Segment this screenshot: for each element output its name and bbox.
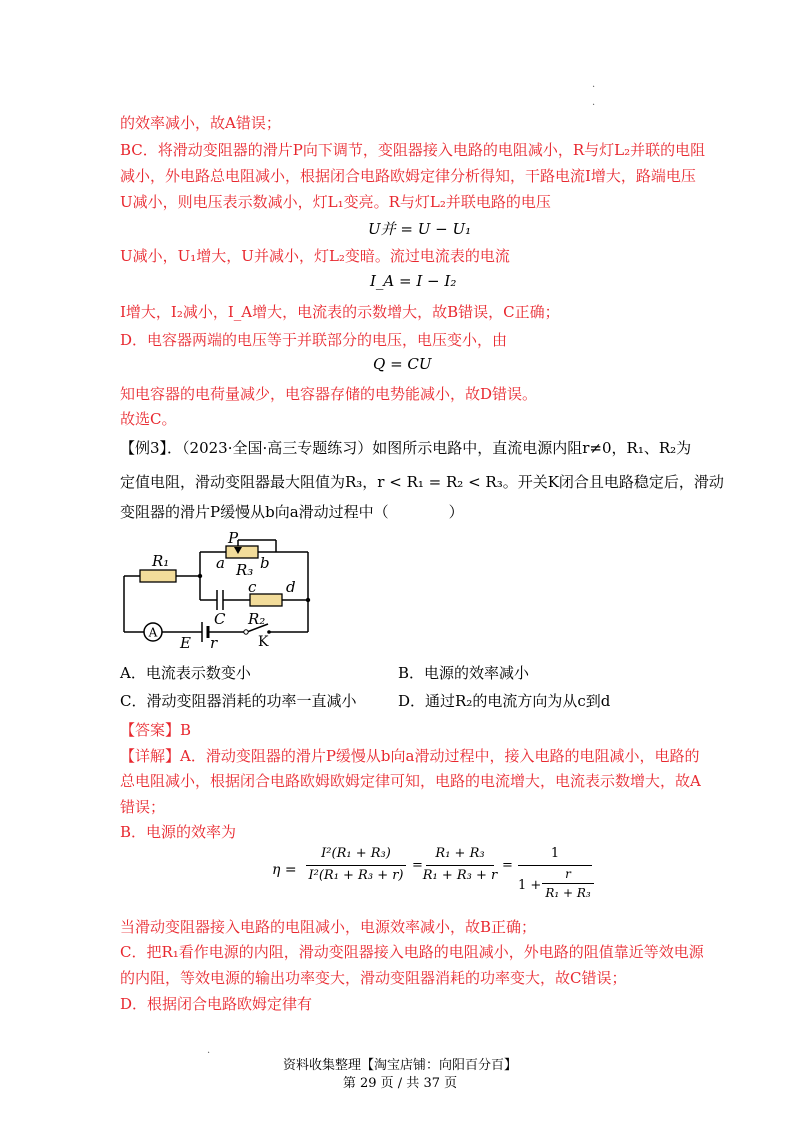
label-E: E <box>180 634 191 652</box>
label-b: b <box>260 554 270 572</box>
label-R2: R₂ <box>248 610 266 628</box>
label-P: P <box>228 529 239 547</box>
detail-line: D．根据闭合电路欧姆定律有 <box>120 995 313 1013</box>
label-r: r <box>210 634 218 652</box>
equals: = <box>502 858 513 873</box>
option-a: A．电流表示数变小 <box>120 664 251 682</box>
circuit-diagram <box>118 528 328 652</box>
detail-line: C．把R₁看作电源的内阻，滑动变阻器接入电路的电阻减小，外电路的阻值靠近等效电源 <box>120 943 704 961</box>
inner-den: R₁ + R₃ <box>545 886 591 900</box>
text-line: 减小，外电路总电阻减小，根据闭合电路欧姆定律分析得知，干路电流I增大，路端电压 <box>120 167 696 185</box>
text-line: I增大，I₂减小，I_A增大，电流表的示数增大，故B错误，C正确； <box>120 303 560 321</box>
option-d: D．通过R₂的电流方向为从c到d <box>398 692 611 710</box>
equals: = <box>412 858 423 873</box>
frac3-num: 1 <box>550 846 560 861</box>
example-heading: 【例3】．（2023·全国·高三专题练习）如图所示电路中，直流电源内阻r≠0，R₁、R₂为 <box>120 439 692 457</box>
label-a: a <box>216 554 225 572</box>
equation: U并 = U − U₁ <box>368 220 472 238</box>
detail-line: 错误； <box>120 798 166 816</box>
option-b: B．电源的效率减小 <box>398 664 530 682</box>
frac3-bar <box>518 865 592 866</box>
detail-line: 当滑动变阻器接入电路的电阻减小，电源效率减小，故B正确； <box>120 918 537 936</box>
decor-dot: · <box>207 1048 211 1059</box>
footer-source: 资料收集整理【淘宝店铺：向阳百分百】 <box>282 1058 517 1073</box>
inner-num: r <box>565 867 571 881</box>
frac2-bar <box>426 865 494 866</box>
page-number: 第 29 页 / 共 37 页 <box>342 1076 458 1091</box>
decor-dot: · <box>592 82 596 93</box>
efficiency-formula <box>272 846 591 908</box>
detail-line: 【详解】A．滑动变阻器的滑片P缓慢从b向a滑动过程中，接入电路的电阻减小，电路的 <box>120 747 700 765</box>
ammeter-label: A <box>148 625 158 640</box>
label-R3: R₃ <box>236 561 254 579</box>
label-c: c <box>248 578 257 596</box>
text-line: 知电容器的电荷量减少，电容器存储的电势能减小，故D错误。 <box>120 385 538 403</box>
detail-line: B．电源的效率为 <box>120 823 237 841</box>
equation: I_A = I − I₂ <box>370 272 457 290</box>
frac2-den: R₁ + R₃ + r <box>422 868 498 883</box>
frac1-bar <box>306 865 406 866</box>
label-K: K <box>258 634 269 650</box>
text-line: D．电容器两端的电压等于并联部分的电压，电压变小，由 <box>120 331 508 349</box>
example-text: 定值电阻，滑动变阻器最大阻值为R₃，r < R₁ = R₂ < R₃。开关K闭合且电路稳定后，滑动 <box>120 473 724 491</box>
text-line: BC．将滑动变阻器的滑片P向下调节，变阻器接入电路的电阻减小，R与灯L₂并联的电阻 <box>120 141 706 159</box>
option-c: C．滑动变阻器消耗的功率一直减小 <box>120 692 357 710</box>
frac3-den-prefix: 1 + <box>518 878 542 893</box>
detail-line: 总电阻减小，根据闭合电路欧姆欧姆定律可知，电路的电流增大，电流表示数增大，故A <box>120 772 701 790</box>
frac1-den: I²(R₁ + R₃ + r) <box>308 868 404 883</box>
eta-symbol: η = <box>272 862 297 878</box>
label-C: C <box>214 610 226 628</box>
text-line: U减小，则电压表示数减小，灯L₁变亮。R与灯L₂并联电路的电压 <box>120 193 551 211</box>
decor-dot: · <box>592 100 596 111</box>
detail-line: 的内阻，等效电源的输出功率变大，滑动变阻器消耗的功率变大，故C错误； <box>120 969 627 987</box>
label-R1: R₁ <box>152 552 170 570</box>
example-text: 变阻器的滑片P缓慢从b向a滑动过程中（ ） <box>120 503 464 521</box>
text-line: 故选C。 <box>120 410 177 428</box>
frac1-num: I²(R₁ + R₃) <box>321 846 391 861</box>
frac2-num: R₁ + R₃ <box>435 846 485 861</box>
text-line: 的效率减小，故A错误； <box>120 114 281 132</box>
inner-bar <box>542 883 594 884</box>
answer: 【答案】B <box>120 721 192 739</box>
label-d: d <box>286 578 296 596</box>
text-line: U减小，U₁增大，U并减小，灯L₂变暗。流过电流表的电流 <box>120 247 510 265</box>
equation: Q = CU <box>373 355 432 373</box>
